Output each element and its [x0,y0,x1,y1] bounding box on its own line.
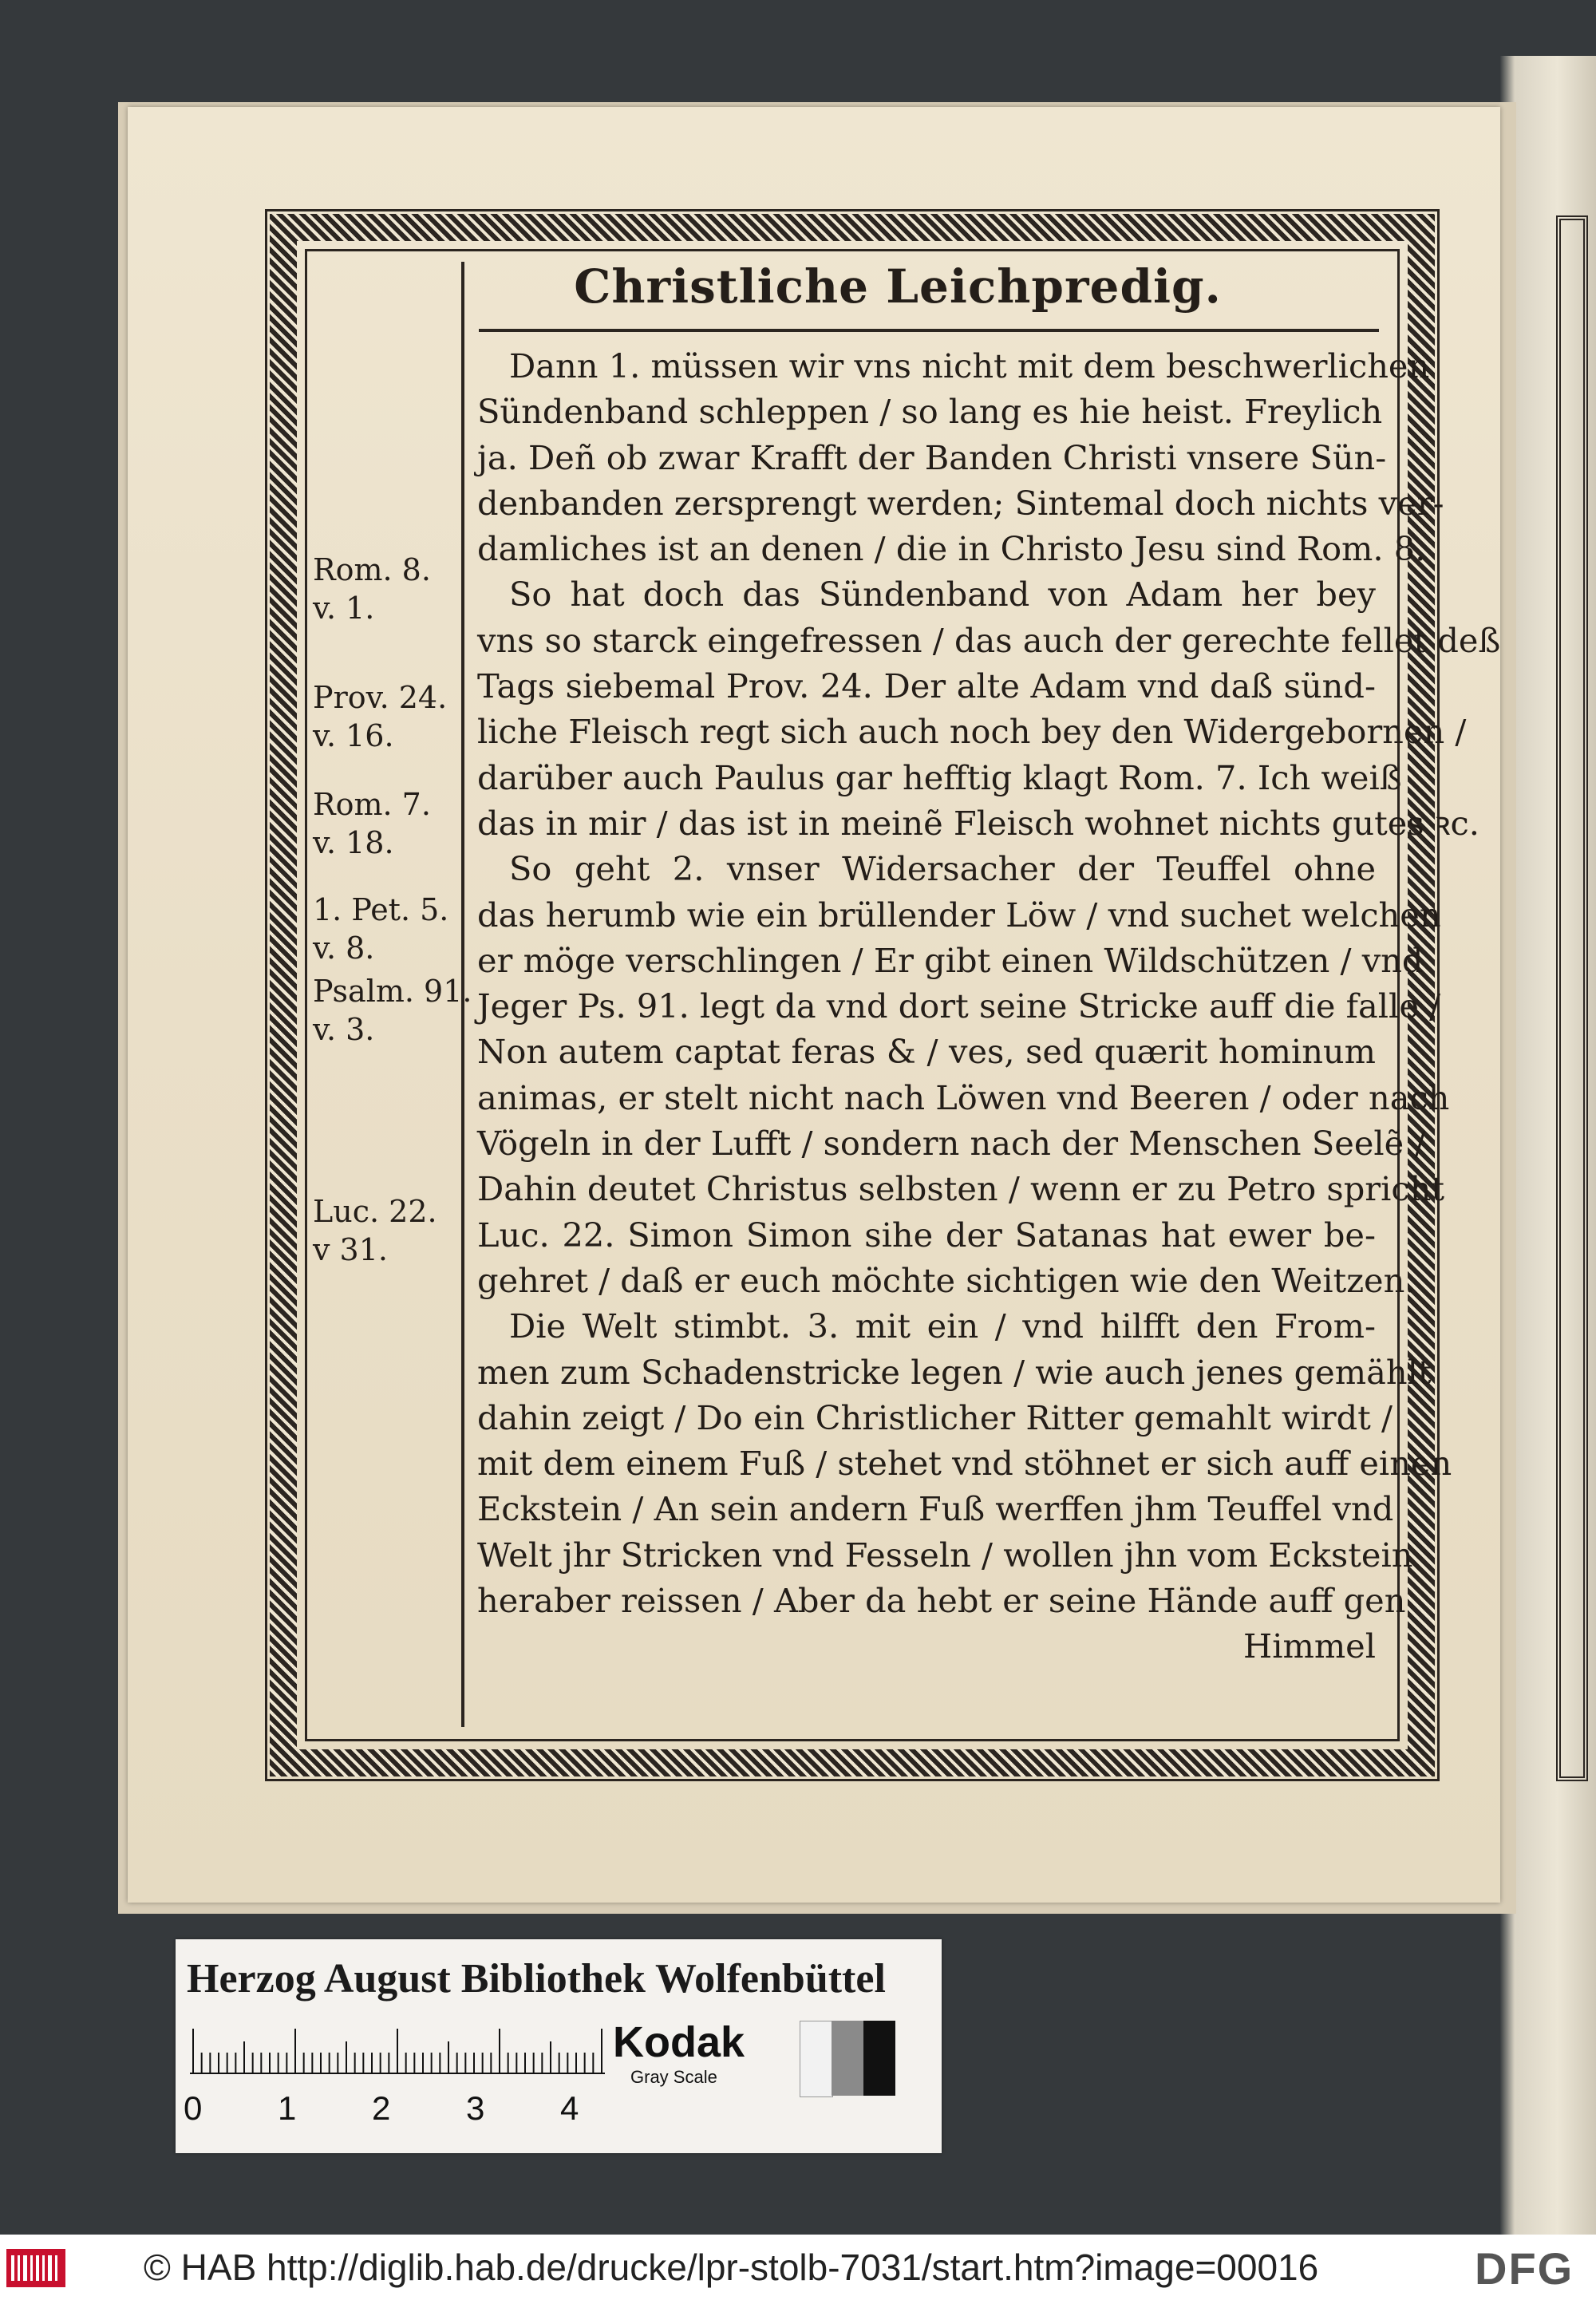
library-name: Herzog August Bibliothek Wolfenbüttel [187,1956,886,2002]
margin-note-ref: Rom. 8. [313,552,431,587]
margin-note [313,1192,437,1269]
text-line: men zum Schadenstricke legen / wie auch jenes gemählt [477,1352,1432,1392]
margin-note-verse: v 31. [313,1232,388,1267]
ruler-number: 0 [184,2089,203,2127]
text-line: denbanden zersprengt werden; Sintemal doch nichts ver- [477,483,1444,523]
text-line: Eckstein / An sein andern Fuß werffen jhm Teuffel vnd [477,1489,1394,1529]
text-line: darüber auch Paulus gar hefftig klagt Rom. 7. Ich weiß [477,757,1402,797]
dfg-logo: DFG [1475,2243,1574,2294]
text-line: So geht 2. vnser Widersacher der Teuffel ohne [509,849,1376,889]
text-line: liche Fleisch regt sich auch noch bey den Widergebornen / [477,712,1467,752]
gray-swatch-mid [832,2021,863,2096]
margin-note [313,891,448,967]
margin-note [313,678,447,755]
kodak-logo: Kodak [613,2018,745,2066]
catchword: Himmel [1243,1626,1376,1666]
hab-logo-icon [6,2249,65,2287]
margin-note-verse: v. 18. [313,825,394,860]
text-line: das in mir / das ist in meinẽ Fleisch wohnet nichts gutes ꝛc. [477,803,1479,843]
text-line: Sündenband schleppen / so lang es hie heist. Freylich [477,392,1383,432]
margin-note-verse: v. 1. [313,591,375,626]
footer-bar [0,2235,1596,2300]
text-line: Welt jhr Stricken vnd Fesseln / wollen jhn vom Eckstein [477,1535,1413,1575]
heading-rule [479,329,1379,332]
margin-note [313,972,472,1049]
text-line: Vögeln in der Lufft / sondern nach der Menschen Seelẽ / [477,1124,1426,1164]
text-line: animas, er stelt nicht nach Löwen vnd Beeren / oder nach [477,1077,1450,1117]
text-line: Die Welt stimbt. 3. mit ein / vnd hilfft den From- [509,1306,1376,1346]
page-heading: Christliche Leichpredig. [574,259,1222,314]
ruler-number: 3 [466,2089,485,2127]
margin-note-ref: Luc. 22. [313,1194,437,1229]
margin-note-verse: v. 8. [313,931,375,966]
margin-note-verse: v. 3. [313,1012,375,1047]
ruler-number: 2 [372,2089,391,2127]
library-scale-card [176,1939,942,2153]
ruler-number: 1 [278,2089,297,2127]
text-line: Jeger Ps. 91. legt da vnd dort seine Stricke auff die falle / [477,986,1441,1026]
gray-swatch-white [800,2021,833,2097]
text-line: mit dem einem Fuß / stehet vnd stöhnet er sich auff einen [477,1444,1452,1484]
adjacent-page-frame [1556,215,1588,1781]
body-text [477,343,1501,1670]
margin-note [313,551,431,627]
margin-note-ref: Rom. 7. [313,787,431,822]
margin-note-ref: 1. Pet. 5. [313,892,449,927]
text-line: Non autem captat feras & / ves, sed quærit hominum [477,1032,1376,1072]
text-line: vns so starck eingefressen / das auch der gerechte fellet deß [477,620,1501,660]
gray-scale-label: Gray Scale [630,2067,717,2087]
text-line: das herumb wie ein brüllender Löw / vnd suchet welchen [477,895,1441,935]
text-line: Dann 1. müssen wir vns nicht mit dem beschwerlichen [509,346,1430,385]
text-line: gehret / daß er euch möchte sichtigen wie den Weitzen. [477,1260,1416,1300]
margin-note [313,785,431,862]
text-line: ja. Deñ ob zwar Krafft der Banden Christi vnsere Sün- [477,437,1387,477]
text-line: damliches ist an denen / die in Christo Jesu sind Rom. 8. [477,529,1426,569]
text-line: Dahin deutet Christus selbsten / wenn er zu Petro spricht [477,1169,1445,1209]
margin-note-ref: Prov. 24. [313,680,448,715]
margin-note-ref: Psalm. 91. [313,974,472,1009]
margin-note-verse: v. 16. [313,718,394,753]
text-line: heraber reissen / Aber da hebt er seine Hände auff gen [477,1581,1406,1621]
text-line: dahin zeigt / Do ein Christlicher Ritter gemahlt wirdt / [477,1397,1393,1437]
gray-swatch-black [863,2021,895,2096]
ruler-scale-icon [190,2027,605,2075]
text-line: So hat doch das Sündenband von Adam her bey [509,575,1376,615]
text-line: Luc. 22. Simon Simon sihe der Satanas hat ewer be- [477,1215,1376,1255]
text-line: Tags siebemal Prov. 24. Der alte Adam vnd daß sünd- [477,666,1376,706]
ruler-numbers [184,2089,630,2137]
ruler-number: 4 [560,2089,579,2127]
text-line: er möge verschlingen / Er gibt einen Wildschützen / vnd [477,940,1424,980]
copyright-link[interactable]: © HAB http://diglib.hab.de/drucke/lpr-stolb-7031/start.htm?image=00016 [144,2247,1319,2288]
